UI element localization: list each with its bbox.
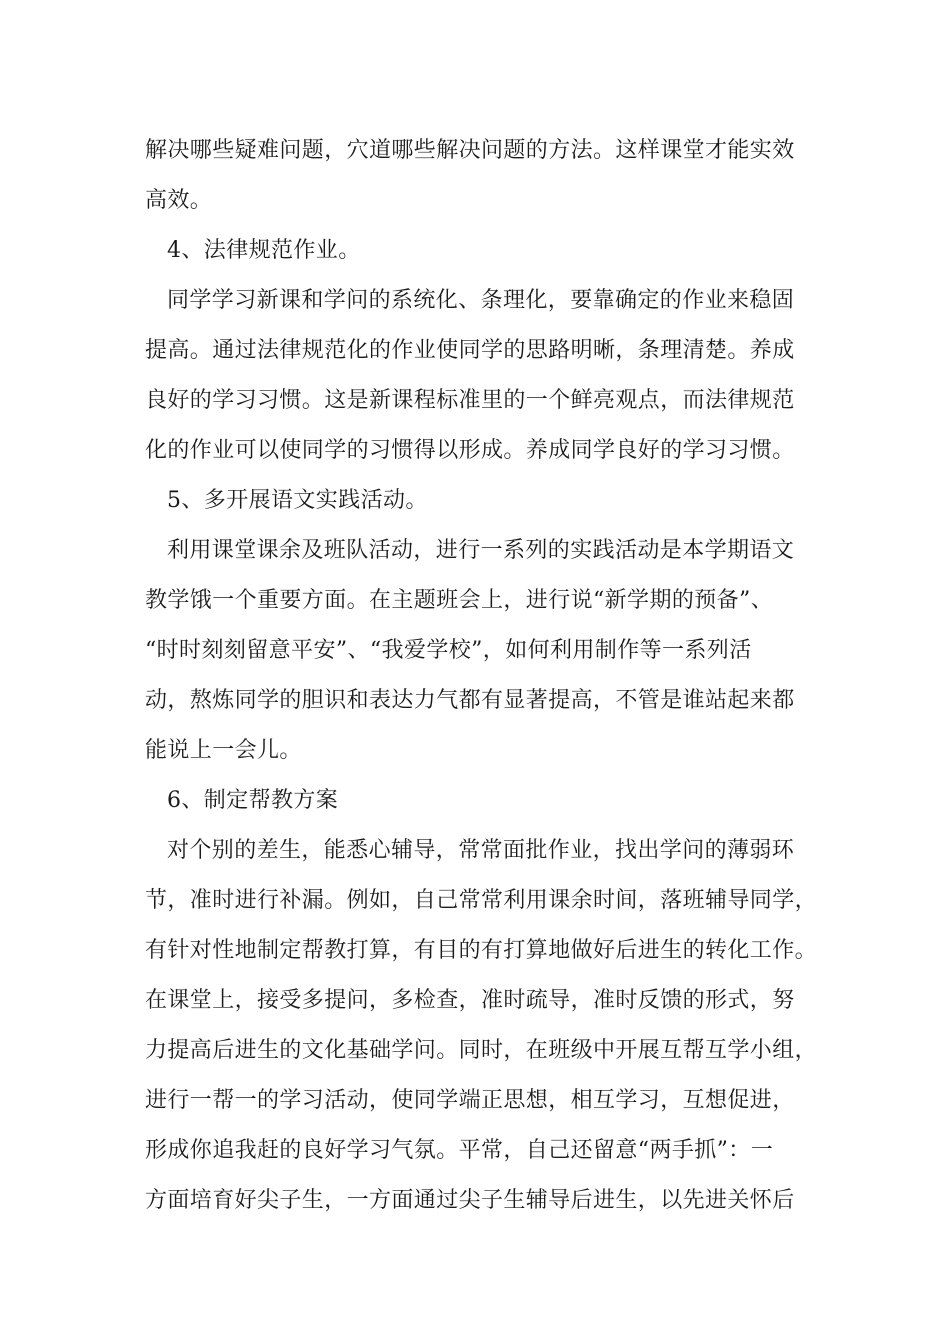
text-line: 教学饿一个重要方面。在主题班会上，进行说“新学期的预备”、 <box>145 588 774 613</box>
text-line: 化的作业可以使同学的习惯得以形成。养成同学良好的学习习惯。 <box>145 438 795 463</box>
text-line: 节，准时进行补漏。例如，自己常常利用课余时间，落班辅导同学， <box>145 888 818 913</box>
section-heading: 4、法律规范作业。 <box>167 238 361 263</box>
section-heading: 5、多开展语文实践活动。 <box>167 488 428 513</box>
text-line: 能说上一会儿。 <box>145 738 302 763</box>
text-line: 高效。 <box>145 188 213 213</box>
text-line: 在课堂上，接受多提问，多检查，准时疏导，准时反馈的形式，努 <box>145 988 795 1013</box>
document-body <box>145 126 825 1226</box>
text-line: 动，熬炼同学的胆识和表达力气都有显著提高，不管是谁站起来都 <box>145 688 795 713</box>
text-line: 有针对性地制定帮教打算，有目的有打算地做好后进生的转化工作。 <box>145 938 818 963</box>
text-line: 方面培育好尖子生，一方面通过尖子生辅导后进生，以先进关怀后 <box>145 1188 795 1213</box>
text-line: “时时刻刻留意平安”、“我爱学校”，如何利用制作等一系列活 <box>145 638 752 663</box>
text-line: 力提高后进生的文化基础学问。同时，在班级中开展互帮互学小组， <box>145 1038 818 1063</box>
text-line: 同学学习新课和学问的系统化、条理化，要靠确定的作业来稳固 <box>167 288 795 313</box>
text-line: 解决哪些疑难问题，穴道哪些解决问题的方法。这样课堂才能实效 <box>145 138 795 163</box>
text-line: 进行一帮一的学习活动，使同学端正思想，相互学习，互想促进， <box>145 1088 795 1113</box>
text-line: 利用课堂课余及班队活动，进行一系列的实践活动是本学期语文 <box>167 538 795 563</box>
text-line: 对个别的差生，能悉心辅导，常常面批作业，找出学问的薄弱环 <box>167 838 795 863</box>
section-heading: 6、制定帮教方案 <box>167 788 339 813</box>
text-line: 形成你追我赶的良好学习气氛。平常，自己还留意“两手抓”：一 <box>145 1138 774 1163</box>
text-line: 良好的学习习惯。这是新课程标准里的一个鲜亮观点，而法律规范 <box>145 388 795 413</box>
text-line: 提高。通过法律规范化的作业使同学的思路明晰，条理清楚。养成 <box>145 338 795 363</box>
